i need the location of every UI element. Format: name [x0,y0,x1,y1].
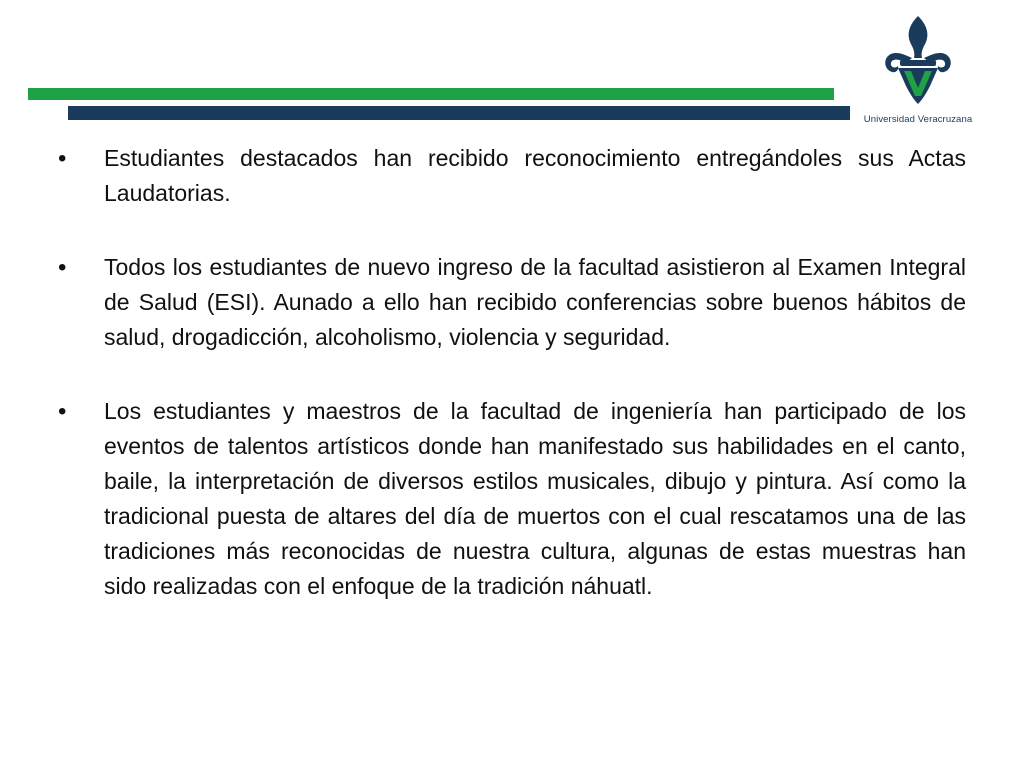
bullet-marker: • [58,254,67,281]
bullet-text: Todos los estudiantes de nuevo ingreso de la facultad asistieron al Examen Integral de Salud (ESI). Aunado a ello han recibido conferencias sobre buenos hábitos de salud, drogadicción, alcoholismo, violencia y seguridad. [104,254,966,350]
header-green-bar [28,88,834,100]
logo-wordmark: Universidad Veracruzana [863,114,973,125]
list-item [58,394,966,604]
bullet-list [58,141,966,643]
bullet-text: Los estudiantes y maestros de la facultad de ingeniería han participado de los eventos de talentos artísticos donde han manifestado sus habilidades en el canto, baile, la interpretación de diversos estilos musicales, dibujo y pintura. Así como la tradicional puesta de altares del día de muertos con el cual rescatamos una de las tradiciones más reconocidas de nuestra cultura, algunas de estas muestras han sido realizadas con el enfoque de la tradición náhuatl. [104,398,966,599]
fleur-de-lis-icon [880,14,956,110]
list-item [58,250,966,355]
bullet-marker: • [58,145,67,172]
bullet-marker: • [58,398,67,425]
list-item [58,141,966,211]
header-navy-bar [68,106,850,120]
university-logo [856,14,980,126]
bullet-text: Estudiantes destacados han recibido reconocimiento entregándoles sus Actas Laudatorias. [104,145,966,206]
